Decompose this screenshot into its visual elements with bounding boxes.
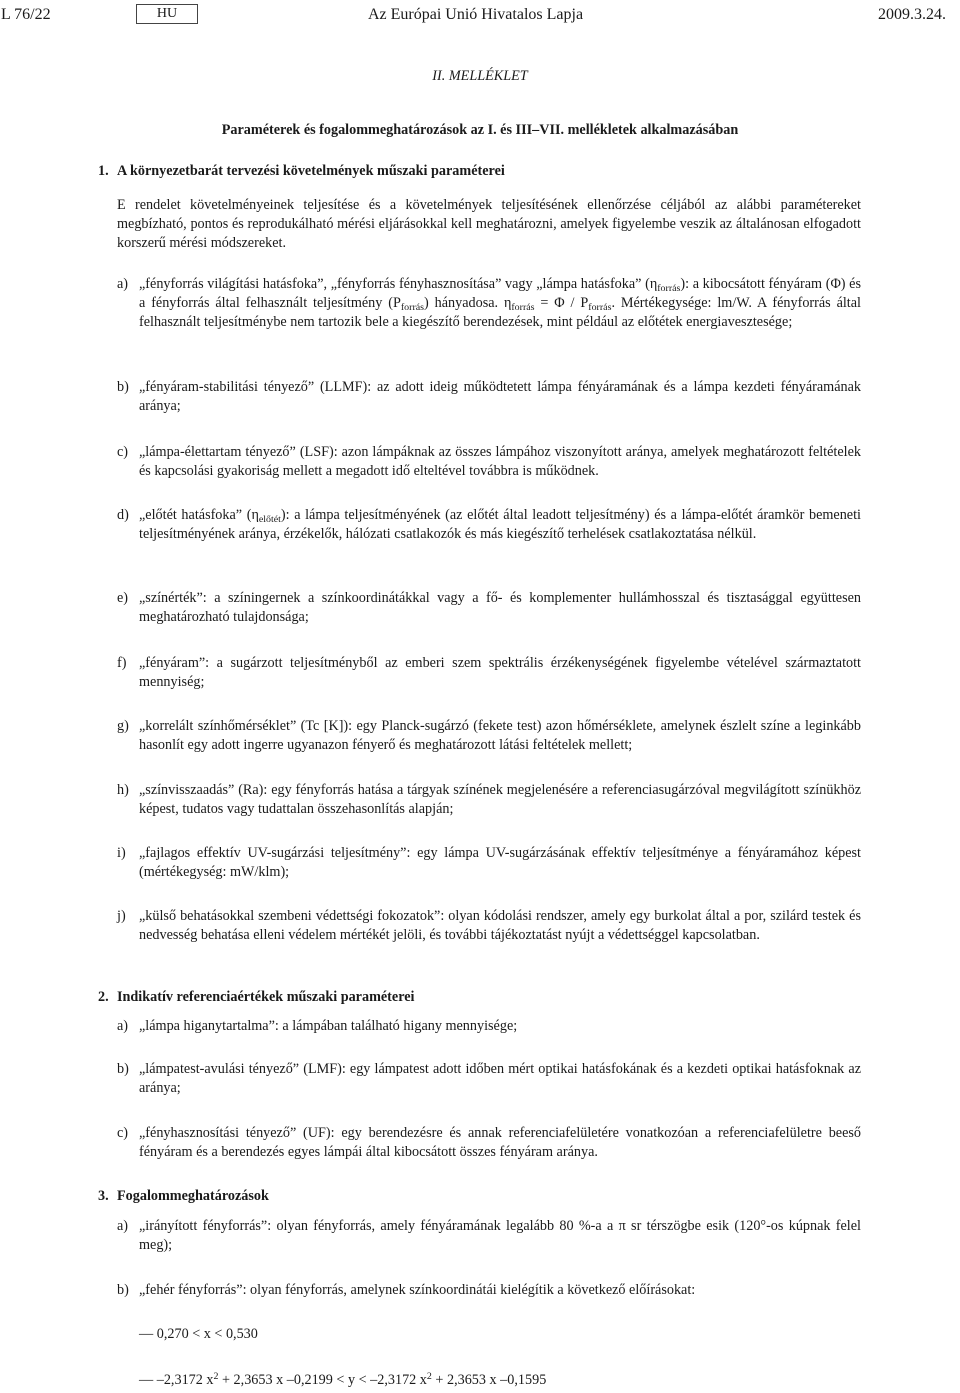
equation-1: — 0,270 < x < 0,530 <box>139 1326 258 1342</box>
item-2b-text: „lámpatest-avulási tényező” (LMF): egy lámpatest adott időben mért optikai hatásfokának és a kezdeti optikai hatásfoknak az aránya; <box>139 1061 861 1096</box>
item-1i-label: i) <box>117 845 126 861</box>
section-2-title: Indikatív referenciaértékek műszaki paraméterei <box>117 989 415 1005</box>
item-1h-label: h) <box>117 782 129 798</box>
item-1d-label: d) <box>117 507 129 523</box>
item-1e-label: e) <box>117 590 129 606</box>
journal-title: Az Európai Unió Hivatalos Lapja <box>368 6 584 23</box>
item-1a-text: „fényforrás világítási hatásfoka”, „fényforrás fényhasznosítása” vagy „lámpa hatásfoka” $(\eta_{forrás})$: a kibocsátott fényáram (Φ) és a fényforrás által felhasznált teljesítmény $(P_{forrás})$ hányadosa. $\eta_{forrás} = \Phi / P_{forrás}$. Mértékegysége: lm/W. A fényforrás által felhasznált teljesítménybe nem tartozik bele a kiegészítő berendezések, mint például az előtétek energiavesztesége; <box>139 276 861 330</box>
item-2a-text: „lámpa higanytartalma”: a lámpában található higany mennyisége; <box>139 1018 518 1034</box>
item-1h-text: „színvisszaadás” (Ra): egy fényforrás hatása a tárgyak színének megjelenésére a referenciasugárzóval megvilágított színükhöz képest, tudatos vagy tudattalan összehasonlítás alapján; <box>139 782 861 817</box>
section-3-title: Fogalommeghatározások <box>117 1188 269 1204</box>
item-2c-label: c) <box>117 1125 129 1141</box>
item-1i-text: „fajlagos effektív UV-sugárzási teljesítmény”: egy lámpa UV-sugárzásának effektív teljesítménye a fényáramához képest (mértékegység: mW/klm); <box>139 845 861 880</box>
item-3b-label: b) <box>117 1282 129 1298</box>
page-ref: L 76/22 <box>1 6 51 23</box>
section-1-title: A környezetbarát tervezési követelmények műszaki paraméterei <box>117 163 505 179</box>
item-2c-text: „fényhasznosítási tényező” (UF): egy berendezésre és annak referenciafelületére vonatkozóan a referenciafelületre beeső fényáram és a berendezés egyes lámpái által kibocsátott összes fényáram aránya. <box>139 1125 861 1160</box>
item-1b-text: „fényáram-stabilitási tényező” (LLMF): az adott ideig működtetett lámpa fényáramának és a lámpa kezdeti fényáramának aránya; <box>139 379 861 414</box>
section-2-number: 2. <box>98 989 109 1005</box>
item-1c-text: „lámpa-élettartam tényező” (LSF): azon lámpáknak az összes lámpához viszonyított aránya, amelyek meghatározott feltételek és kapcsolási gyakoriság mellett a megadott idő elteltével továbbra is működnek. <box>139 444 861 479</box>
item-1a-label: a) <box>117 276 129 292</box>
annex-subtitle: Paraméterek és fogalommeghatározások az I. és III–VII. mellékletek alkalmazásában <box>221 122 739 138</box>
item-1b-label: b) <box>117 379 129 395</box>
item-1d-text: „előtét hatásfoka” $(\eta_{előtét})$: a lámpa teljesítményének (az előtét által leadott teljesítmény) és a lámpa-előtét áramkör bemeneti teljesítményének aránya, érzékelők, hálózati csatlakozók és más kiegészítő terhelések csatlakoztatása nélkül. <box>139 507 861 542</box>
equation-2: — –2,3172 $x^2 + 2,3653$ x –0,2199 < y < –2,3172 $x^2 + 2,3653$ x –0,1595 <box>139 1371 547 1388</box>
annex-title: II. MELLÉKLET <box>432 68 528 84</box>
item-1c-label: c) <box>117 444 129 460</box>
item-1j-text: „külső behatásokkal szembeni védettségi fokozatok”: olyan kódolási rendszer, amely egy burkolat által a por, szilárd testek és nedvesség behatása elleni védelem mértékét jelöli, és további tájékoztatást nyújt a védettséggel kapcsolatban. <box>139 908 861 943</box>
section-1-number: 1. <box>98 163 109 179</box>
page-header <box>0 4 960 28</box>
publication-date: 2009.3.24. <box>878 6 946 23</box>
item-3a-label: a) <box>117 1218 129 1234</box>
item-3b-text: „fehér fényforrás”: olyan fényforrás, amelynek színkoordinátái kielégítik a következő előírásokat: <box>139 1282 696 1298</box>
item-1j-label: j) <box>117 908 126 924</box>
language-badge: HU <box>136 4 198 24</box>
item-1g-text: „korrelált színhőmérséklet” (Tc [K]): egy Planck-sugárzó (fekete test) azon hőmérséklete, amelynek észlelt színe a leginkább hasonlít egy adott ingerre ugyanazon fényerő és meghatározott látási feltételek mellett; <box>139 718 861 753</box>
section-3-number: 3. <box>98 1188 109 1204</box>
section-1-intro: E rendelet követelményeinek teljesítése és a követelmények teljesítésének ellenőrzése céljából az alábbi paramétereket megbízható, pontos és reprodukálható mérési eljárásokkal kell meghatározni, amelyek figyelembe veszik az általánosan elfogadott korszerű mérési módszereket. <box>117 197 861 251</box>
item-1f-label: f) <box>117 655 127 671</box>
item-3a-text: „irányított fényforrás”: olyan fényforrás, amely fényáramának legalább 80 %-a a π sr térszögbe esik (120°-os kúpnak felel meg); <box>139 1218 861 1253</box>
item-2a-label: a) <box>117 1018 129 1034</box>
item-1f-text: „fényáram”: a sugárzott teljesítményből az emberi szem spektrális érzékenységének figyelembe vételével származtatott mennyiség; <box>139 655 861 690</box>
item-1g-label: g) <box>117 718 129 734</box>
item-2b-label: b) <box>117 1061 129 1077</box>
item-1e-text: „színérték”: a színingernek a színkoordinátákkal vagy a fő- és komplementer hullámhosszal és tisztasággal együttesen meghatározható tulajdonsága; <box>139 590 861 625</box>
